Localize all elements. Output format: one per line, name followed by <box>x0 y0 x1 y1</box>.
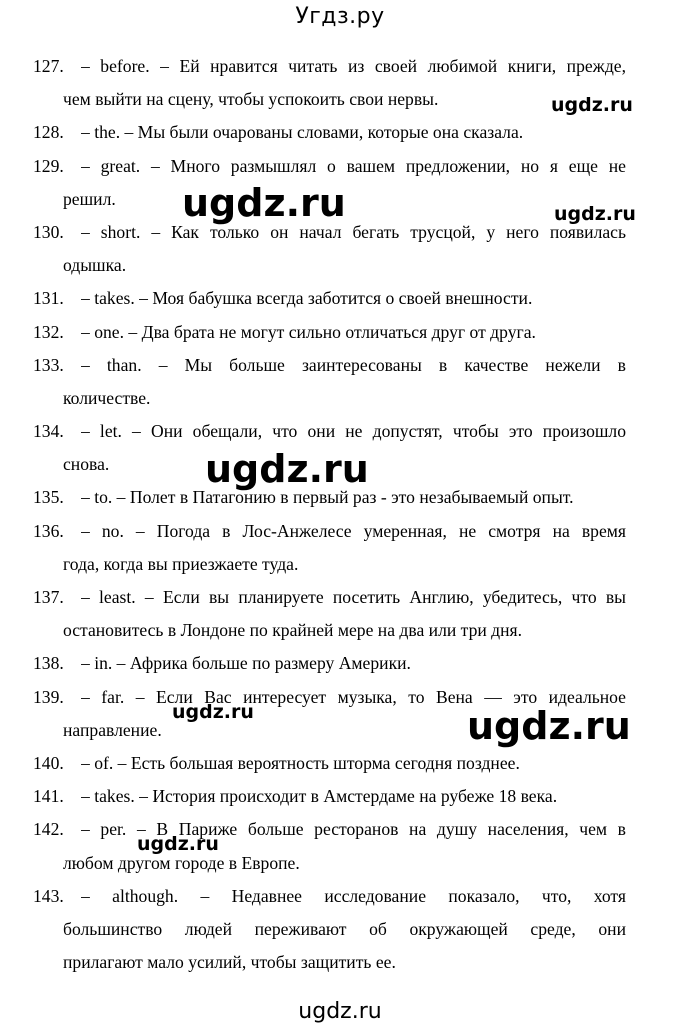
entry-text: – no. – Погода в Лос-Анжелесе умеренная, не смотря на время <box>81 520 626 541</box>
entry-text: – than. – Мы больше заинтересованы в качестве нежели в <box>81 354 626 375</box>
entry-first-line <box>0 150 626 183</box>
entry-text: – in. – Африка больше по размеру Америки. <box>81 653 411 674</box>
entry-first-line <box>0 747 626 780</box>
entry-number: 134. <box>33 421 64 442</box>
entry-number: 131. <box>33 288 64 309</box>
answer-entry-128 <box>0 116 680 149</box>
entry-continuation: чем выйти на сцену, чтобы успокоить свои нервы. <box>63 89 439 110</box>
entry-number: 139. <box>33 686 64 707</box>
entry-number: 143. <box>33 885 64 906</box>
entry-text: – takes. – История происходит в Амстердаме на рубеже 18 века. <box>81 786 558 807</box>
entry-first-line <box>0 349 626 382</box>
entry-first-line <box>0 780 626 813</box>
answer-entry-132 <box>0 316 680 349</box>
entry-number: 136. <box>33 520 64 541</box>
answer-entry-142 <box>0 813 680 879</box>
entry-continuation: решил. <box>63 188 116 209</box>
entry-first-line <box>0 116 626 149</box>
watermark-small: ugdz.ru <box>554 203 636 225</box>
watermark-small: ugdz.ru <box>137 833 219 855</box>
answer-entry-138 <box>0 647 680 680</box>
entry-number: 135. <box>33 487 64 508</box>
entry-first-line <box>0 581 626 614</box>
site-header: Угдз.ру <box>295 4 385 29</box>
entry-number: 132. <box>33 321 64 342</box>
entry-continuation: направление. <box>63 719 162 740</box>
entry-number: 142. <box>33 819 64 840</box>
entry-number: 127. <box>33 56 64 76</box>
entry-first-line <box>0 50 626 83</box>
entry-first-line <box>0 316 626 349</box>
entry-first-line <box>0 415 626 448</box>
entry-text: – least. – Если вы планируете посетить Англию, убедитесь, что вы <box>81 587 626 607</box>
entry-text: – before. – Ей нравится читать из своей любимой книги, прежде, <box>81 56 626 76</box>
entry-text: – one. – Два брата не могут сильно отличаться друг от друга. <box>81 321 536 342</box>
answer-entry-130 <box>0 216 680 282</box>
entry-number: 133. <box>33 354 64 375</box>
watermark-large: ugdz.ru <box>467 704 631 748</box>
answer-entry-131 <box>0 282 680 315</box>
entry-number: 138. <box>33 653 64 674</box>
entry-text: – the. – Мы были очарованы словами, которые она сказала. <box>81 122 524 143</box>
answer-entry-141 <box>0 780 680 813</box>
answer-entry-133 <box>0 349 680 415</box>
entry-text: – of. – Есть большая вероятность шторма сегодня позднее. <box>81 752 520 773</box>
entry-continuation: снова. <box>63 454 110 475</box>
entry-number: 137. <box>33 587 64 607</box>
watermark-small: ugdz.ru <box>551 94 633 116</box>
entry-number: 129. <box>33 155 64 176</box>
entry-continuation: одышка. <box>63 255 127 276</box>
entry-first-line <box>0 282 626 315</box>
entry-continuation: остановитесь в Лондоне по крайней мере на два или три дня. <box>63 620 523 641</box>
entry-text: – short. – Как только он начал бегать трусцой, у него появилась <box>81 221 626 242</box>
entry-text: – per. – В Париже больше ресторанов на душу населения, чем в <box>81 819 626 840</box>
answer-entry-143 <box>0 880 680 980</box>
entry-continuation: года, когда вы приезжаете туда. <box>63 553 299 574</box>
entry-first-line <box>0 647 626 680</box>
entry-text: – far. – Если Вас интересует музыка, то Вена — это идеальное <box>81 686 626 707</box>
entry-text: – takes. – Моя бабушка всегда заботится о своей внешности. <box>81 288 533 309</box>
entry-number: 130. <box>33 221 64 242</box>
watermark-small: ugdz.ru <box>172 701 254 723</box>
entry-number: 128. <box>33 122 64 143</box>
answer-entry-137 <box>0 581 680 647</box>
entry-first-line <box>0 880 626 913</box>
entry-first-line <box>0 813 626 846</box>
entry-number: 140. <box>33 752 64 773</box>
answer-entry-140 <box>0 747 680 780</box>
watermark-large: ugdz.ru <box>182 181 346 225</box>
answer-entry-136 <box>0 515 680 581</box>
entry-continuation: любом другом городе в Европе. <box>63 852 300 873</box>
entry-text: – let. – Они обещали, что они не допустят, чтобы это произошло <box>81 421 626 442</box>
entry-text: – great. – Много размышлял о вашем предложении, но я еще не <box>81 155 626 176</box>
site-footer: ugdz.ru <box>298 999 382 1024</box>
watermark-large: ugdz.ru <box>205 447 369 491</box>
entry-text: – to. – Полет в Патагонию в первый раз - это незабываемый опыт. <box>81 487 574 508</box>
entry-continuation: большинство людей переживают об окружающей среде, они <box>63 918 626 939</box>
entry-continuation: прилагают мало усилий, чтобы защитить ее. <box>63 952 396 973</box>
entry-first-line <box>0 515 626 548</box>
entry-text: – although. – Недавнее исследование показало, что, хотя <box>81 885 626 906</box>
entry-number: 141. <box>33 786 64 807</box>
entry-continuation: количестве. <box>63 387 151 408</box>
